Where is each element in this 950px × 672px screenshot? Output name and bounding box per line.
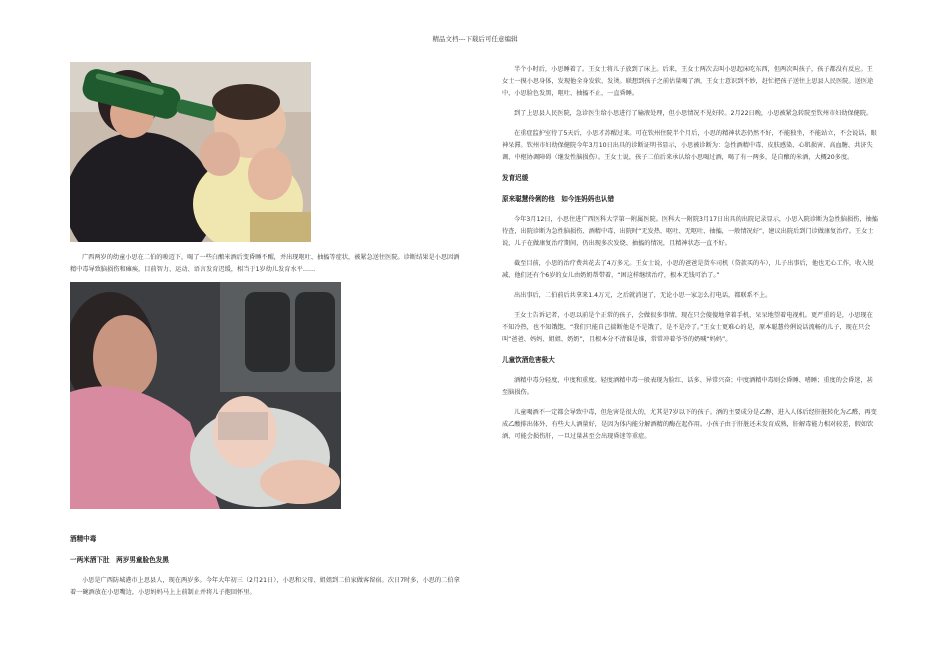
photo-mother-holding-child xyxy=(70,282,341,509)
section-subtitle: 原来聪慧伶俐的他 如今连妈妈也认错 xyxy=(502,195,615,203)
photo-caption xyxy=(70,252,462,276)
paragraph: 出出事后，二伯前后共拿来1.4万元，之后就消退了，无论小思一家怎么打电话，都联系不上。 xyxy=(514,292,772,299)
section-title-child-drinking-harm: 儿童饮酒危害极大 xyxy=(502,356,555,364)
paragraph: 半个小时后，小思睡着了。王女士将儿子放到了床上。后来，王女士两次去叫小思起床吃东西，但两次叫孩子，孩子都没有反应。王女士一摸小思身体，发现他全身发软、发烫。联想到孩子之前估量喝了酒，王女士意识到不妙，赶忙把孩子送往上思县人民医院。送医途中，小思脸色发黑，呕吐、抽搐不止，一直昏睡。 xyxy=(502,66,874,97)
paragraph: 儿童喝酒不一定都会导致中毒，但危害是很大的，尤其是7岁以下的孩子。酒的主要成分是乙醇，进入人体后经肝脏转化为乙醛，再变成乙酸排出体外，有些大人酒量好，是因为体内能分解酒精的酶在起作用。小孩子由于肝脏还未发育成熟，肝解毒能力相对较差，假如饮酒，可能会损伤肝，一旦过量甚至会出现昏迷等重症。 xyxy=(502,409,877,440)
caption-text: 广西两岁的幼童小思在二伯的唆迈下，喝了一些白酿米酒后变昏睡不醒，并出现呕吐、抽搐等症状，被紧急送往医院。诊断结果是小思因酒精中毒导致脑损伤和瘫痪，目前智力、运动、语言发育迟缓，相当于1岁幼儿发育水平…… xyxy=(70,254,460,273)
paragraph: 到了上思县人民医院，急诊医生给小思进行了输液处理，但小思情况不见好转。2月22日晚，小思被紧急转院至钦州市妇幼保健院。 xyxy=(514,110,873,117)
section-title-developmental-delay: 发育迟缓 xyxy=(502,174,529,182)
right-column xyxy=(502,64,878,451)
photo-child-drinking-bottle xyxy=(70,62,311,242)
paragraph: 小思是广西防城港市上思县人，现在两岁多。今年大年初三（2月21日），小思和父母、姐姐到二伯家做客留宿。次日7时多，小思的二伯拿着一碗酒放在小思嘴边，小思妈妈马上上前制止并将儿子抱回怀里。 xyxy=(70,577,460,596)
paragraph: 在重症监护室待了5天后，小思才苏醒过来。可在钦州住院半个月后，小思的精神状态仍然不好，不能独坐，不能站立，不会说话，眼神呆滞。钦州市妇幼保健院今年3月10日出具的诊断证明书显示，小思被诊断为：急性酒精中毒、皮肤感染、心肌损害、高血糖、共济失调、中枢协调障碍（继发性脑损伤）。王女士说，孩子二伯后来承认给小思喝过酒，喝了有一两多，是自酿的米酒，大概20多度。 xyxy=(502,130,877,161)
photo-illustration xyxy=(70,62,311,242)
paragraph: 王女士告诉记者，小思以前是个正常的孩子，会做很多事情，现在只会傻傻地拿着手机，呆呆地望着电视机。更严重的是，小思现在不知冷热，也不知饿饱，“我们只能自己揣断他是不是饿了，是不是冷了。”王女士更难心的是，原本聪慧伶俐说话流畅的儿子，现在只会叫“爸爸、妈妈、姐姐、奶奶”，且根本分不清谁是谁，常常冲着爷爷的奶喊“妈妈”。 xyxy=(502,312,873,343)
photo-illustration-2 xyxy=(70,282,341,509)
paragraph: 酒精中毒分轻度、中度和重度。轻度酒精中毒一般表现为脸红、话多、异常兴奋；中度酒精中毒则会昏睡、嗜睡；重度的会昏迷，甚至脑损伤。 xyxy=(502,377,873,396)
section-subtitle: 一两米酒下肚 两岁男童脸色发黑 xyxy=(70,556,169,564)
paragraph: 截至目前，小思的治疗费共花去了4万多元。王女士说，小思的爸爸是货车司机（贷款买的车），儿子出事后，他也无心工作，收入锐减，他们还有个6岁的女儿由奶奶帮带着，“困这样继续治疗，根本无钱可治了。” xyxy=(502,260,874,279)
left-column xyxy=(70,62,462,607)
paragraph: 今年3月12日，小思住进广西医科大学第一附属医院。医科大一附院3月17日出具的出院记录显示，小思入院诊断为急性脑损伤，抽搐待查，出院诊断为急性脑损伤、酒精中毒，出院时“无发热、呕吐、无呕吐、抽搐，一般情况好”，建议出院后到门诊做康复治疗。王女士说，儿子在做康复治疗期间，仍出现多次发烧、抽搐的情况，且精神状态一直不好。 xyxy=(502,216,878,247)
page-header: 精品文档---下载后可任意编辑 xyxy=(432,35,518,43)
section-title-alcohol-poisoning: 酒精中毒 xyxy=(70,535,97,543)
left-article-text xyxy=(70,533,462,599)
